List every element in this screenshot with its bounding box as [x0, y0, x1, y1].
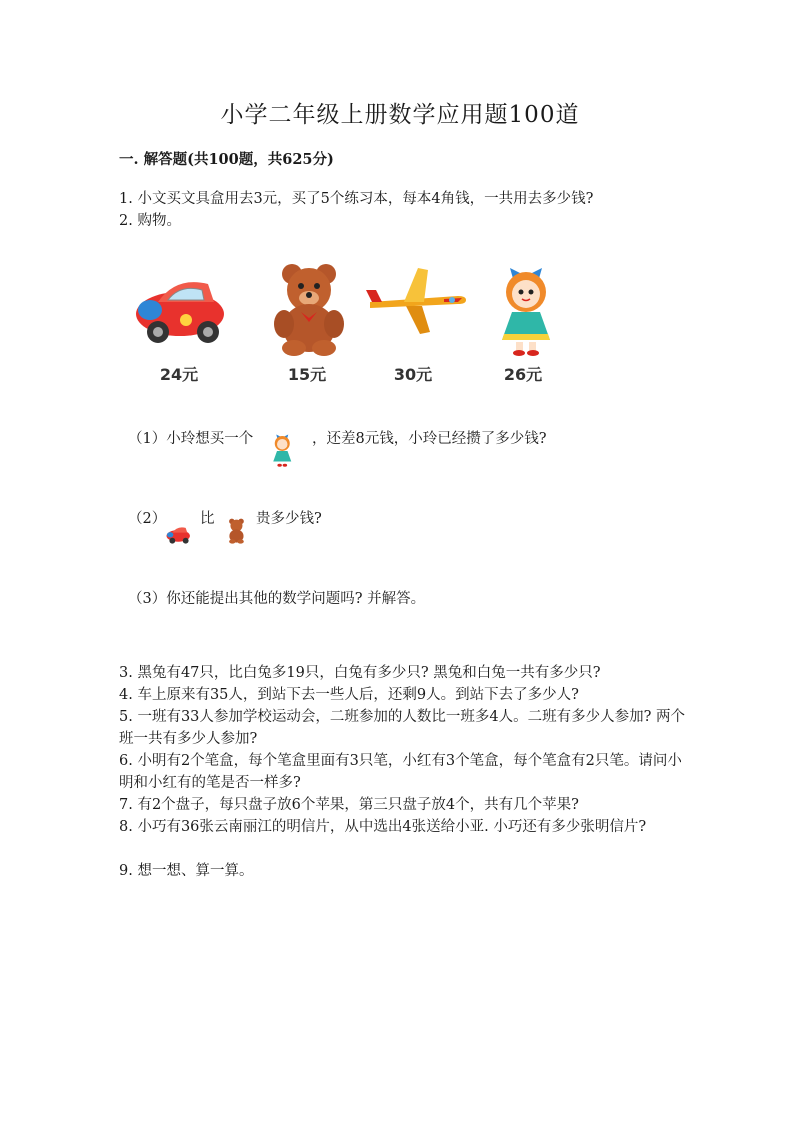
teddy-bear-icon	[256, 262, 366, 357]
price-label: 26元	[503, 365, 543, 384]
toy-car-icon	[164, 522, 194, 546]
doll-icon	[268, 432, 298, 468]
toy-item-doll	[488, 262, 598, 390]
sub-question-3: （3）你还能提出其他的数学问题吗? 并解答。	[128, 591, 426, 607]
question-3: 3. 黑兔有47只，比白兔多19只，白兔有多少只? 黑兔和白兔一共有多少只?	[119, 665, 601, 681]
price-label: 15元	[287, 365, 327, 384]
toy-airplane-icon	[366, 262, 476, 352]
doll-icon	[488, 262, 568, 357]
question-5: 5. 一班有33人参加学校运动会，二班参加的人数比一班多4人。二班有多少人参加? 两个班一共有多少人参加?	[119, 709, 685, 747]
price-label: 30元	[393, 365, 433, 384]
page-title: 小学二年级上册数学应用题100道	[220, 102, 580, 128]
toy-price-row	[128, 262, 578, 392]
price-label: 24元	[159, 365, 199, 384]
question-8: 8. 小巧有36张云南丽江的明信片，从中选出4张送给小亚. 小巧还有多少张明信片?	[119, 819, 647, 835]
toy-item-bear	[256, 262, 366, 390]
question-1: 1. 小文买文具盒用去3元，买了5个练习本，每本4角钱，一共用去多少钱?	[119, 191, 594, 207]
question-9: 9. 想一想、算一算。	[119, 863, 254, 879]
sub-question-2-end: 贵多少钱?	[256, 511, 322, 527]
question-6: 6. 小明有2个笔盒，每个笔盒里面有3只笔，小红有3个笔盒，每个笔盒有2只笔。请问小明和小红有的笔是否一样多?	[119, 753, 682, 791]
teddy-bear-icon	[222, 516, 252, 546]
sub-question-2-start: （2）	[128, 511, 167, 527]
section-heading: 一. 解答题(共100题，共625分)	[119, 151, 334, 168]
question-2: 2. 购物。	[119, 213, 181, 229]
toy-car-icon	[128, 262, 238, 352]
sub-question-1-start: （1）小玲想买一个	[128, 431, 254, 447]
sub-question-1-end: ，还差8元钱，小玲已经攒了多少钱?	[312, 431, 547, 447]
question-4: 4. 车上原来有35人，到站下去一些人后，还剩9人。到站下去了多少人?	[119, 687, 579, 703]
question-7: 7. 有2个盘子，每只盘子放6个苹果，第三只盘子放4个，共有几个苹果?	[119, 797, 579, 813]
toy-item-car	[128, 262, 238, 390]
toy-item-airplane	[366, 262, 476, 390]
sub-question-2-middle: 比	[200, 511, 215, 527]
